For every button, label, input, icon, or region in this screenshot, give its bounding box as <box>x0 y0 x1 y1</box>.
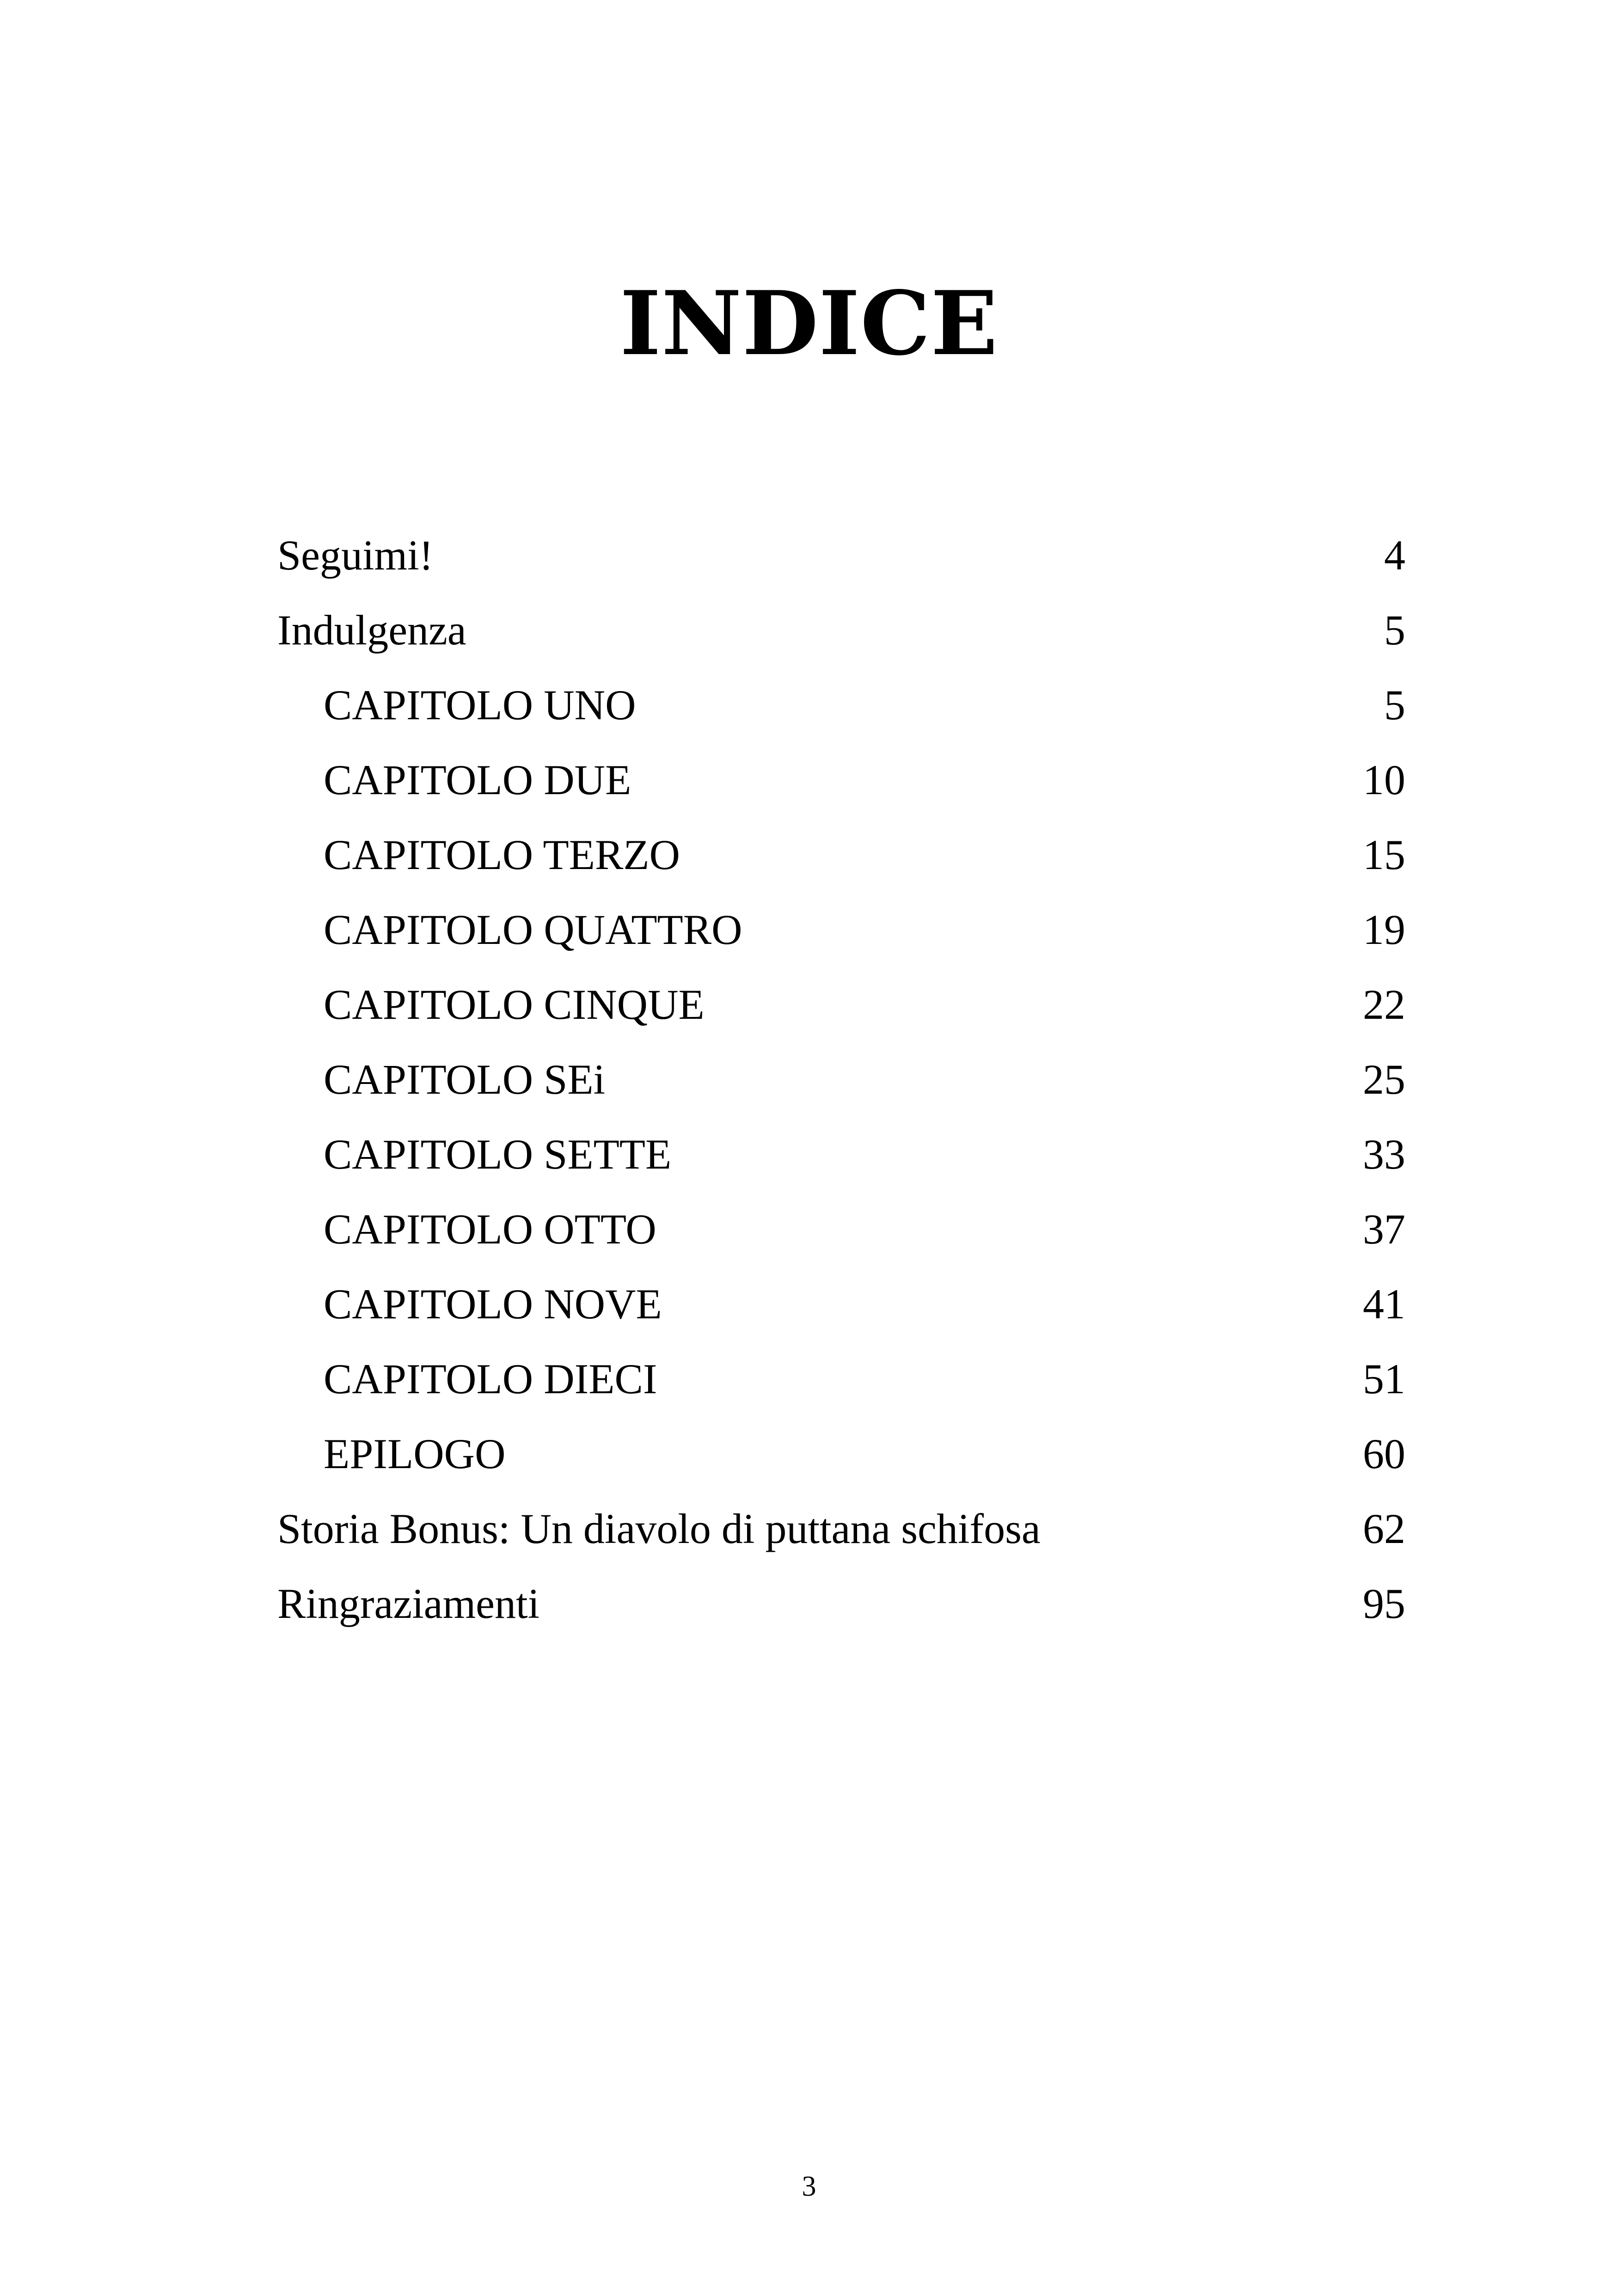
toc-entry-label: Storia Bonus: Un diavolo di puttana schifosa <box>277 1505 1041 1552</box>
toc-entry[interactable] <box>277 1416 1405 1491</box>
page-number: 3 <box>802 2171 816 2202</box>
toc-entry[interactable] <box>277 593 1405 667</box>
toc-entry[interactable] <box>277 742 1405 817</box>
toc-entry[interactable] <box>277 967 1405 1042</box>
toc-entry-page: 19 <box>1363 906 1405 953</box>
toc-entry-label: CAPITOLO QUATTRO <box>324 906 742 953</box>
toc-entry[interactable] <box>277 1491 1405 1566</box>
toc-entry-page: 62 <box>1363 1505 1405 1552</box>
toc-entry[interactable] <box>277 1117 1405 1192</box>
toc-entry-label: CAPITOLO NOVE <box>324 1280 662 1328</box>
toc-entry-page: 5 <box>1384 681 1405 729</box>
toc-entry[interactable] <box>277 1192 1405 1267</box>
toc-entry[interactable] <box>277 667 1405 742</box>
toc-entry[interactable] <box>277 1267 1405 1341</box>
toc-entry-page: 51 <box>1363 1355 1405 1402</box>
toc-entry-page: 33 <box>1363 1131 1405 1178</box>
toc-entry-label: Indulgenza <box>277 606 466 654</box>
toc-entry-label: Seguimi! <box>277 532 434 579</box>
toc-entry-label: CAPITOLO TERZO <box>324 831 680 878</box>
toc-entry-page: 5 <box>1384 606 1405 654</box>
toc-entry[interactable] <box>277 892 1405 967</box>
toc-entry-label: EPILOGO <box>324 1430 506 1477</box>
toc-entry-page: 95 <box>1363 1580 1405 1627</box>
toc-entry-label: CAPITOLO UNO <box>324 681 636 729</box>
page-title: INDICE <box>619 272 999 375</box>
toc-entry-page: 25 <box>1363 1056 1405 1103</box>
toc-entry[interactable] <box>277 1341 1405 1416</box>
toc-entry[interactable] <box>277 518 1405 593</box>
toc-entry-page: 37 <box>1363 1206 1405 1253</box>
toc-entry[interactable] <box>277 817 1405 892</box>
toc-entry-label: CAPITOLO DIECI <box>324 1355 657 1402</box>
toc-entry-label: CAPITOLO SETTE <box>324 1131 672 1178</box>
toc-entry-page: 22 <box>1363 981 1405 1028</box>
toc-entry-label: CAPITOLO SEi <box>324 1056 606 1103</box>
toc-entry-label: CAPITOLO OTTO <box>324 1206 656 1253</box>
toc-entry-page: 60 <box>1363 1430 1405 1477</box>
toc-entry[interactable] <box>277 1042 1405 1117</box>
toc-entry-label: Ringraziamenti <box>277 1580 540 1627</box>
table-of-contents <box>277 518 1405 1641</box>
toc-entry-label: CAPITOLO DUE <box>324 756 631 803</box>
toc-entry-label: CAPITOLO CINQUE <box>324 981 705 1028</box>
toc-entry-page: 10 <box>1363 756 1405 803</box>
toc-entry-page: 15 <box>1363 831 1405 878</box>
toc-entry-page: 41 <box>1363 1280 1405 1328</box>
toc-entry-page: 4 <box>1384 532 1405 579</box>
toc-entry[interactable] <box>277 1566 1405 1641</box>
